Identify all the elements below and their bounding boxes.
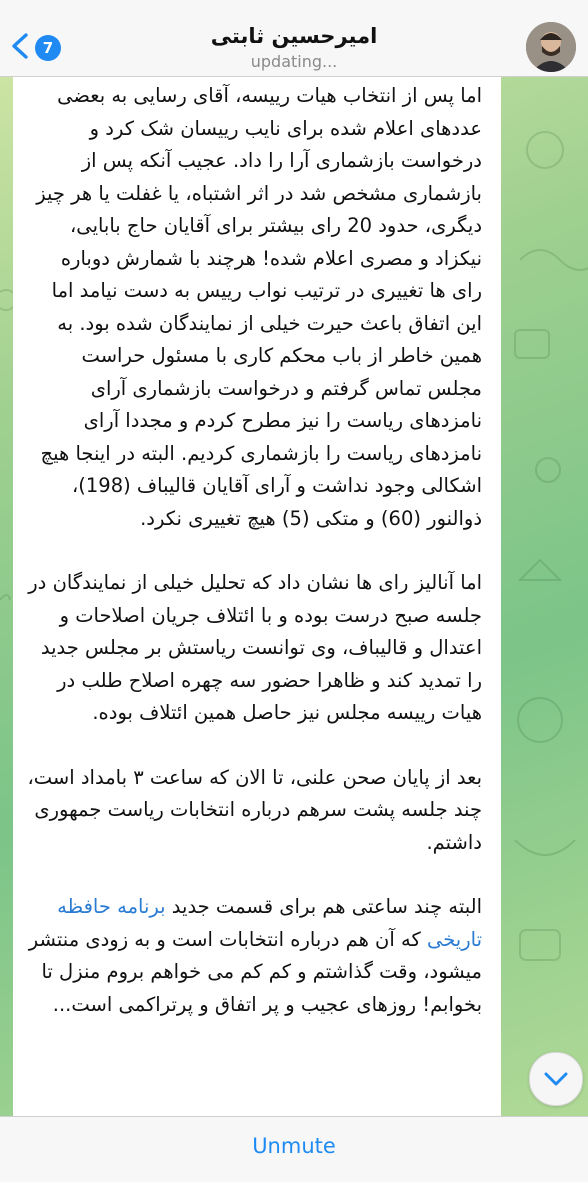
- avatar[interactable]: [526, 22, 576, 72]
- message-bubble[interactable]: [13, 76, 501, 1116]
- message-paragraph-3: بعد از پایان صحن علنی، تا الان که ساعت ۳ بامداد است، چند جلسه پشت سرهم درباره انتخابات ریاست جمهوری داشتم.: [27, 765, 482, 854]
- avatar-portrait: [526, 22, 576, 72]
- message-paragraph-2: اما آنالیز رای ها نشان داد که تحلیل خیلی از نمایندگان در جلسه صبح درست بوده و با ائتلاف جریان اصلاحات و اعتدال و قالیباف، وی توانست ریاستش بر مجلس جدید را تمدید کند و ظاهرا حضور سه چهره اصلاح طلب در هیات رییسه مجلس نیز حاصل همین ائتلاف بوده.: [28, 571, 482, 724]
- chat-header: [0, 0, 588, 77]
- unread-badge[interactable]: 7: [35, 35, 61, 61]
- message-text-after-link: که آن هم درباره انتخابات است و به زودی منتشر میشود، وقت گذاشتم و کم کم می خواهم بروم منزل تا بخوابم! روزهای عجیب و پر اتفاق و پرتراکمی است...: [28, 927, 482, 1016]
- message-text-before-link: البته چند ساعتی هم برای قسمت جدید: [165, 895, 482, 918]
- chat-title[interactable]: امیرحسین ثابتی: [210, 24, 378, 48]
- program-link[interactable]: برنامه حافظه تاریخی: [57, 895, 482, 951]
- unmute-button[interactable]: Unmute: [0, 1134, 588, 1158]
- scroll-down-button[interactable]: [529, 1052, 583, 1106]
- chevron-down-icon: [543, 1068, 569, 1090]
- message-text: [13, 76, 501, 1021]
- chat-status: updating...: [250, 52, 338, 71]
- message-paragraph-4: [27, 891, 482, 1021]
- bottom-bar: [0, 1116, 588, 1182]
- message-paragraph-1: اما پس از انتخاب هیات رییسه، آقای رسایی به بعضی عددهای اعلام شده برای نایب رییسان شک کرد و درخواست بازشماری آرا را داد. عجیب آنکه پس از بازشماری مشخص شد در اثر اشتباه، یا غفلت یا هر چیز دیگری، حدود 20 رای بیشتر برای آقایان حاج بابایی، نیکزاد و مصری اعلام شده! هرچند با شمارش دوباره رای ها تغییری در ترتیب نواب رییس به دست نیامد اما این اتفاق باعث حیرت خیلی از نمایندگان شده بود. به همین خاطر از باب محکم کاری با مسئول حراست مجلس تماس گرفتم و درخواست بازشماری آرای نامزدهای ریاست را نیز مطرح کردم و مجددا آرای نامزدهای ریاست را بازشماری کردیم. البته در اینجا هیچ اشکالی وجود نداشت و آرای آقایان قالیباف (198)، ذوالنور (60) و متکی (5) هیچ تغییری نکرد.: [36, 84, 482, 530]
